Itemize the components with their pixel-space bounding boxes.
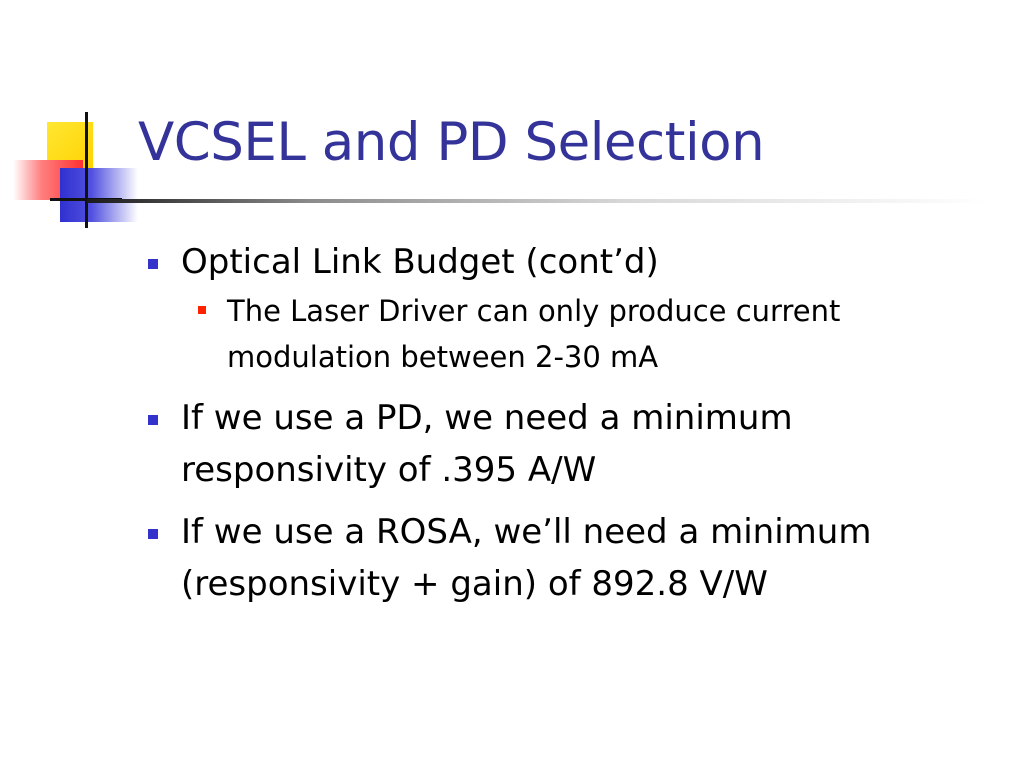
sub-bullet-text: The Laser Driver can only produce current modulation between 2-30 mA xyxy=(227,294,841,374)
slide-title: VCSEL and PD Selection xyxy=(138,112,765,173)
bullet-text: If we use a ROSA, we’ll need a minimum (responsivity + gain) of 892.8 V/W xyxy=(181,512,872,604)
sub-bullet-item xyxy=(145,288,985,380)
square-bullet-icon xyxy=(148,259,158,269)
bullet-item xyxy=(145,506,985,610)
decorative-squares-logo xyxy=(0,0,150,240)
bullet-text: If we use a PD, we need a minimum responsivity of .395 A/W xyxy=(181,398,793,490)
blue-square xyxy=(60,168,138,222)
square-bullet-icon xyxy=(148,415,158,425)
bullet-list xyxy=(145,236,985,620)
title-underline xyxy=(87,199,987,203)
square-bullet-icon xyxy=(198,306,206,314)
bullet-item xyxy=(145,392,985,496)
bullet-item xyxy=(145,236,985,288)
vertical-line xyxy=(85,112,88,228)
square-bullet-icon xyxy=(148,529,158,539)
bullet-text: Optical Link Budget (cont’d) xyxy=(181,242,659,282)
